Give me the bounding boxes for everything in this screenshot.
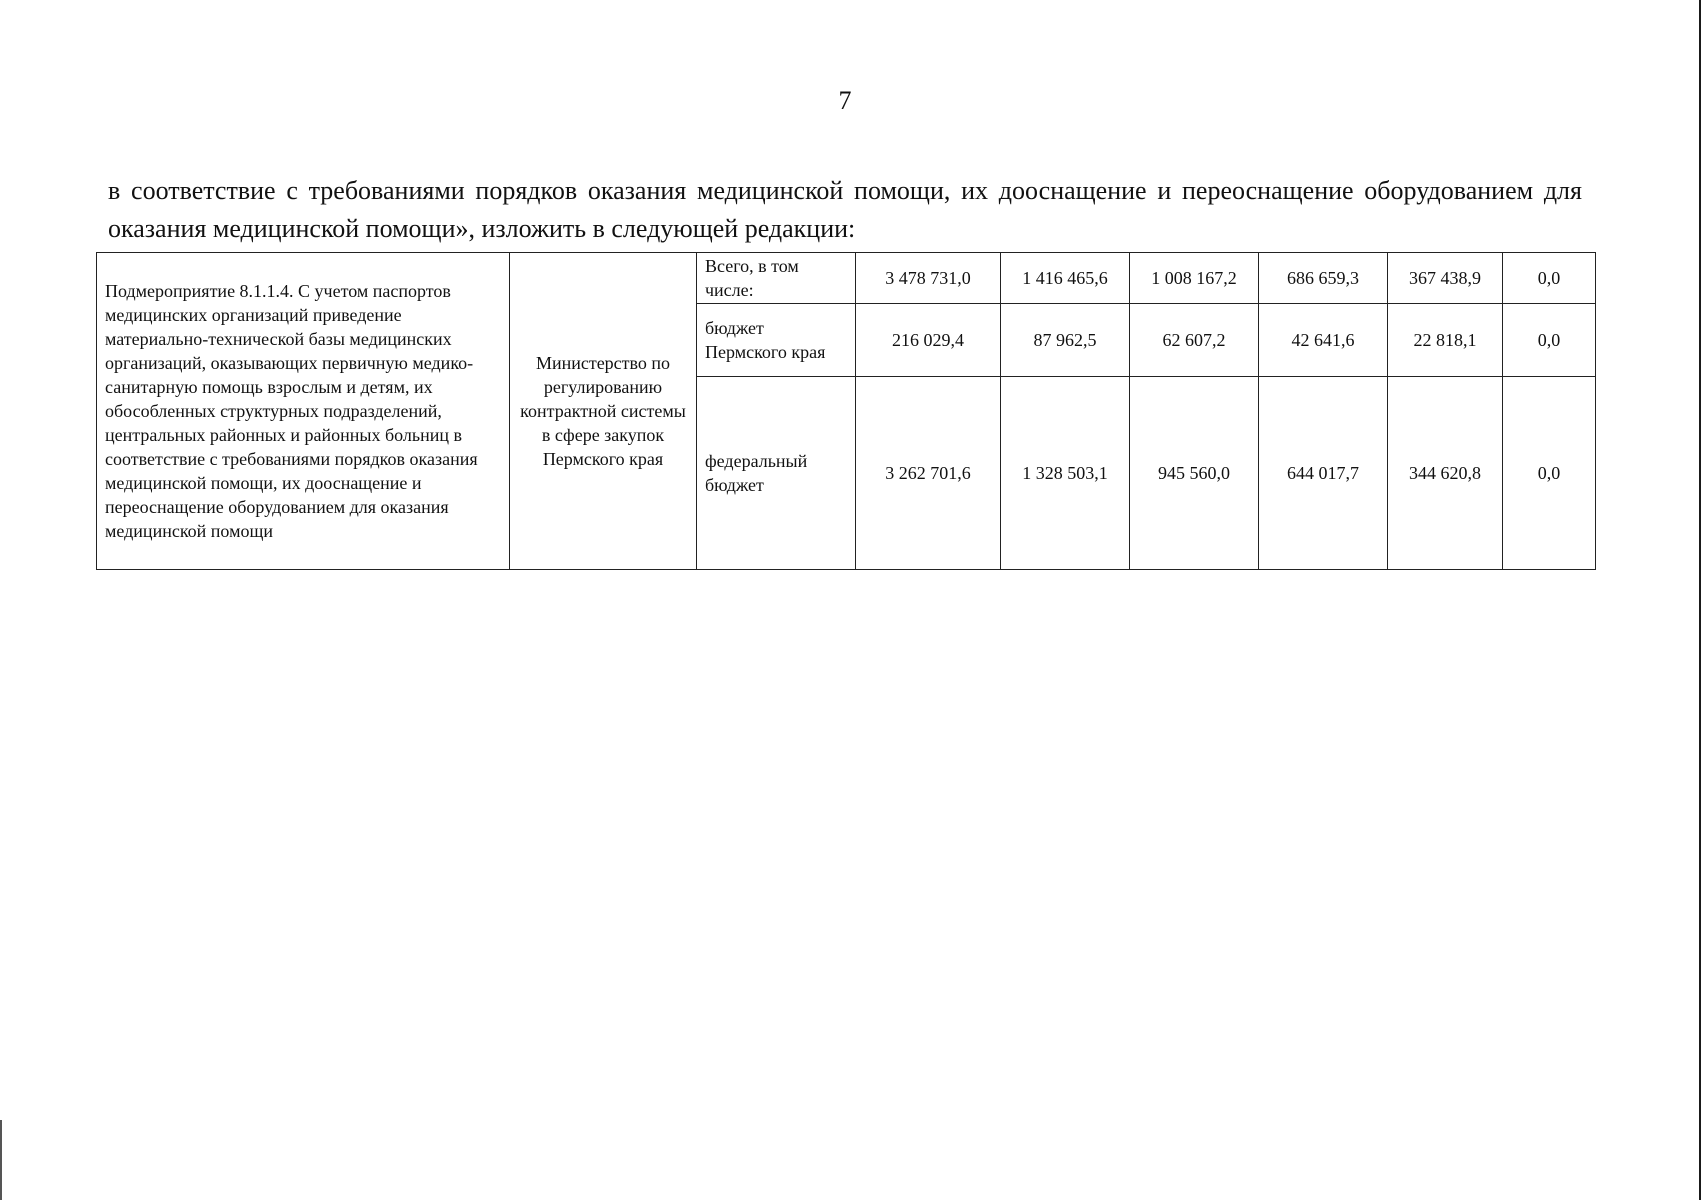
value-cell: 644 017,7 — [1259, 377, 1388, 570]
value-cell: 367 438,9 — [1388, 253, 1503, 304]
funding-source-cell: бюджет Пермского края — [697, 304, 856, 377]
value-cell: 3 262 701,6 — [856, 377, 1001, 570]
funding-source-cell: федеральный бюджет — [697, 377, 856, 570]
intro-paragraph: в соответствие с требованиями порядков оказания медицинской помощи, их дооснащение и переоснащение оборудованием для оказания медицинской помощи», изложить в следующей редакции: — [108, 176, 1582, 243]
value-cell: 3 478 731,0 — [856, 253, 1001, 304]
value-cell: 1 416 465,6 — [1001, 253, 1130, 304]
value-cell: 216 029,4 — [856, 304, 1001, 377]
value-cell: 0,0 — [1503, 377, 1596, 570]
value-cell: 22 818,1 — [1388, 304, 1503, 377]
value-cell: 0,0 — [1503, 304, 1596, 377]
value-cell: 42 641,6 — [1259, 304, 1388, 377]
value-cell: 686 659,3 — [1259, 253, 1388, 304]
executor-cell: Министерство по регулированию контрактной системы в сфере закупок Пермского края — [510, 253, 697, 570]
value-cell: 945 560,0 — [1130, 377, 1259, 570]
value-cell: 1 008 167,2 — [1130, 253, 1259, 304]
measure-description-cell: Подмероприятие 8.1.1.4. С учетом паспортов медицинских организаций приведение материально-технической базы медицинских организаций, оказывающих первичную медико-санитарную помощь взрослым и детям, их обособленных структурных подразделений, центральных районных и районных больниц в соответствие с требованиями порядков оказания медицинской помощи, их дооснащение и переоснащение оборудованием для оказания медицинской помощи — [97, 253, 510, 570]
funding-table — [96, 252, 1596, 570]
value-cell: 1 328 503,1 — [1001, 377, 1130, 570]
table-row — [97, 253, 1596, 304]
scan-edge — [0, 1120, 2, 1200]
value-cell: 87 962,5 — [1001, 304, 1130, 377]
funding-source-cell: Всего, в том числе: — [697, 253, 856, 304]
value-cell: 344 620,8 — [1388, 377, 1503, 570]
page-number: 7 — [838, 86, 852, 115]
value-cell: 0,0 — [1503, 253, 1596, 304]
value-cell: 62 607,2 — [1130, 304, 1259, 377]
